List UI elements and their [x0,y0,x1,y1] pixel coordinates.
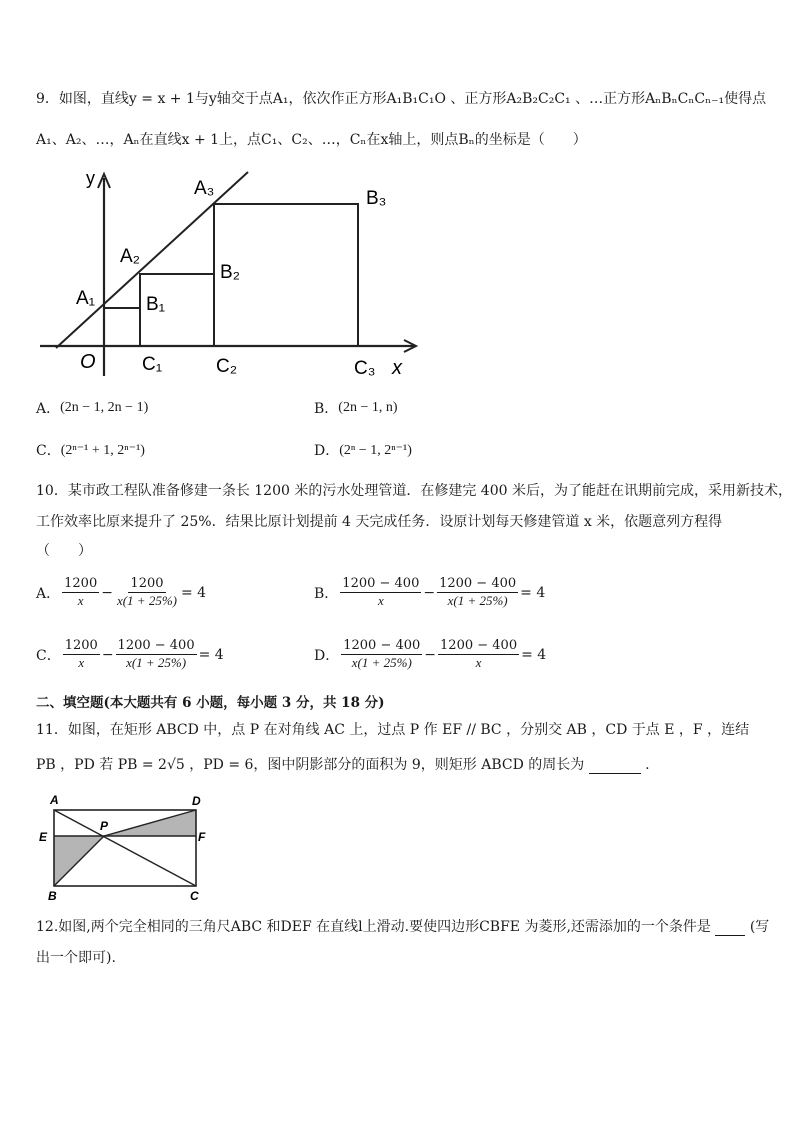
q10-stem-line1: 10．某市政工程队准备修建一条长 1200 米的污水处理管道．在修建完 400 米后，为了能赶在讯期前完成，采用新技术， [36,483,792,499]
label-P: P [100,819,109,833]
label-A2: A₂ [120,246,141,267]
label-F: F [198,830,206,844]
q10-option-c: C． $\frac{1200}{x}$ − $\frac{1200 - 400}{x(1 + 25\%)}$ = 4 [36,638,224,670]
q10-a-frac2: $\frac{1200}{x(1 + 25\%)}$ [116,576,177,608]
q9-option-c [36,440,145,460]
label-E: E [39,830,48,844]
q10-option-a: A． $\frac{1200}{x}$ − $\frac{1200}{x(1 + 25\%)}$ = 4 [36,576,207,608]
label-B1: B₁ [146,294,166,315]
y-axis-label: y [86,168,95,188]
q11-stem-line1: 11．如图，在矩形 ABCD 中，点 P 在对角线 AC 上，过点 P 作 EF // BC ，分别交 AB ，CD 于点 E ，F ，连结 [36,722,750,738]
q10-stem-line3: （ ） [36,543,92,559]
q9-option-a-label: A． [36,401,61,417]
label-C2: C₂ [216,356,238,377]
q10-option-b-label: B． [314,585,339,602]
label-C1: C₁ [142,354,163,375]
label-A3: A₃ [194,178,215,199]
q10-c-frac2: $\frac{1200 - 400}{x(1 + 25\%)}$ [117,638,195,670]
q10-d-frac2: $\frac{1200 - 400}{x}$ [440,638,518,670]
label-C3: C₃ [354,358,376,379]
q10-b-frac1: $\frac{1200 - 400}{x}$ [342,576,420,608]
q10-option-c-label: C． [36,647,61,664]
label-A: A [50,793,59,807]
q10-stem-line2: 工作效率比原来提升了 25%．结果比原计划提前 4 天完成任务．设原计划每天修建管道 x 米，依题意列方程得 [36,514,723,530]
label-C: C [190,889,199,903]
x-axis-label: x [392,357,402,379]
q9-option-b [314,398,398,418]
q9-option-c-text: (2ⁿ⁻¹ + 1, 2ⁿ⁻¹) [60,442,145,458]
line-y-eq-x-plus-1 [56,172,248,348]
square-1 [104,308,140,346]
q9-option-a-text: (2n − 1, 2n − 1) [60,400,149,415]
q11-figure [36,790,216,906]
q9-option-a [36,398,148,418]
q11-stem-line2-wrap: PB ，PD 若 PB = 2√5 ，PD = 6，图中阴影部分的面积为 9，则矩形 ABCD 的周长为 . [36,757,650,773]
q12-stem-line2: 出一个即可). [36,950,116,966]
origin-label: O [80,351,96,373]
q9-stem-line2: A₁、A₂、…，Aₙ在直线x + 1上，点C₁、C₂、…，Cₙ在x轴上，则点Bₙ的坐标是（ ） [36,132,587,148]
q10-option-d: D． $\frac{1200 - 400}{x(1 + 25\%)}$ − $\frac{1200 - 400}{x}$ = 4 [314,638,547,670]
q12-answer-blank[interactable] [715,921,745,936]
q10-c-frac1: $\frac{1200}{x}$ [64,638,98,670]
q10-option-a-label: A． [36,585,61,602]
q10-b-frac2: $\frac{1200 - 400}{x(1 + 25\%)}$ [439,576,517,608]
q9-option-d-text: (2ⁿ − 1, 2ⁿ⁻¹) [339,442,412,458]
label-B2: B₂ [220,262,241,283]
label-B3: B₃ [366,188,387,209]
q12-stem-line1-wrap: 12.如图,两个完全相同的三角尺ABC 和DEF 在直线l上滑动.要使四边形CBFE 为菱形,还需添加的一个条件是 (写 [36,919,770,935]
q9-option-b-text: (2n − 1, n) [338,400,398,415]
q9-option-c-label: C． [36,443,61,459]
q9-option-d-label: D． [314,443,340,459]
q10-a-frac1: $\frac{1200}{x}$ [64,576,98,608]
q9-option-d [314,440,412,460]
q10-d-frac1: $\frac{1200 - 400}{x(1 + 25\%)}$ [343,638,421,670]
q10-option-d-label: D． [314,647,340,664]
q9-stem-line1: 9．如图，直线y = x + 1与y轴交于点A₁，依次作正方形A₁B₁C₁O 、正方形A₂B₂C₂C₁ 、…正方形AₙBₙCₙCₙ₋₁使得点 [36,91,767,107]
q12-stem-line1: 12.如图,两个完全相同的三角尺ABC 和DEF 在直线l上滑动.要使四边形CBFE 为菱形,还需添加的一个条件是 [36,919,711,935]
label-A1: A₁ [76,288,96,309]
q9-figure [36,168,426,384]
label-B: B [48,889,57,903]
q9-option-b-label: B． [314,401,339,417]
q11-stem-line2: PB ，PD 若 PB = 2√5 ，PD = 6，图中阴影部分的面积为 9，则矩形 ABCD 的周长为 [36,757,585,773]
q11-answer-blank[interactable] [589,759,641,774]
label-D: D [192,794,201,808]
q10-option-b: B． $\frac{1200 - 400}{x}$ − $\frac{1200 - 400}{x(1 + 25\%)}$ = 4 [314,576,546,608]
section-2-heading: 二、填空题(本大题共有 6 小题，每小题 3 分，共 18 分) [36,695,385,711]
